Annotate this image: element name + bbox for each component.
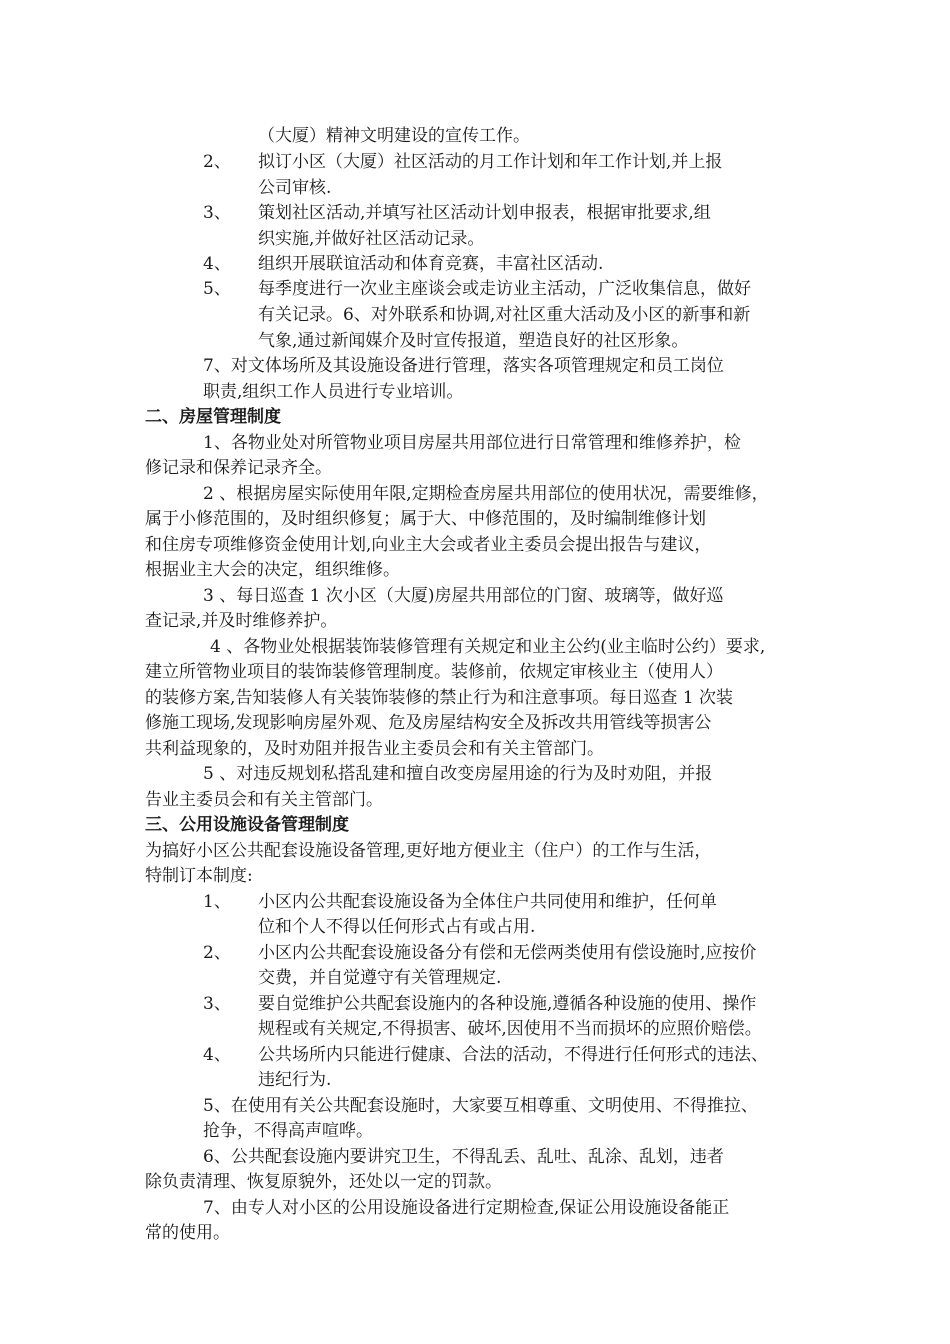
paragraph-line: 为搞好小区公共配套设施设备管理,更好地方便业主（住户）的工作与生活， [145, 841, 712, 861]
list-item-line: 小区内公共配套设施设备为全体住户共同使用和维护，任何单 [258, 892, 717, 912]
list-item-line: 位和个人不得以任何形式占有或占用. [258, 917, 536, 937]
list-item-line: 组织开展联谊活动和体育竞赛，丰富社区活动. [258, 254, 604, 274]
list-item-line: 织实施,并做好社区活动记录。 [258, 229, 485, 249]
list-item-line: 小区内公共配套设施设备分有偿和无偿两类使用有偿设施时,应按价 [258, 943, 757, 963]
list-item-line: 公共场所内只能进行健康、合法的活动，不得进行任何形式的违法、 [258, 1045, 768, 1065]
paragraph-line: 的装修方案,告知装修人有关装饰装修的禁止行为和注意事项。每日巡查 1 次装 [145, 688, 734, 708]
paragraph-line: 5 、对违反规划私搭乱建和擅自改变房屋用途的行为及时劝阻，并报 [203, 764, 713, 784]
paragraph-line: 5、在使用有关公共配套设施时，大家要互相尊重、文明使用、不得推拉、 [203, 1096, 758, 1116]
list-item-number: 3、 [203, 994, 231, 1014]
paragraph-line: 职责,组织工作人员进行专业培训。 [203, 382, 464, 402]
list-item-number: 2、 [203, 943, 231, 963]
paragraph-line: 和住房专项维修资金使用计划,向业主大会或者业主委员会提出报告与建议， [145, 535, 712, 555]
paragraph-line: 3 、每日巡查 1 次小区（大厦)房屋共用部位的门窗、玻璃等，做好巡 [203, 586, 724, 606]
list-item-line: 每季度进行一次业主座谈会或走访业主活动，广泛收集信息，做好 [258, 279, 751, 299]
paragraph-line: 抢争，不得高声喧哗。 [203, 1121, 373, 1141]
paragraph-line: 根据业主大会的决定，组织维修。 [145, 560, 400, 580]
list-item-line: 规程或有关规定,不得损害、破坏,因使用不当而损坏的应照价赔偿。 [258, 1019, 762, 1039]
paragraph-line: 7、对文体场所及其设施设备进行管理，落实各项管理规定和员工岗位 [203, 356, 724, 376]
paragraph-line: 属于小修范围的，及时组织修复；属于大、中修范围的，及时编制维修计划 [145, 509, 706, 529]
list-item-line: 要自觉维护公共配套设施内的各种设施,遵循各种设施的使用、操作 [258, 994, 757, 1014]
paragraph-line: 建立所管物业项目的装饰装修管理制度。装修前，依规定审核业主（使用人） [145, 662, 723, 682]
section-heading-housing: 二、房屋管理制度 [145, 407, 281, 427]
paragraph-line: （大厦）精神文明建设的宣传工作。 [258, 126, 530, 146]
section-heading-facilities: 三、公用设施设备管理制度 [145, 815, 349, 835]
list-item-number: 4、 [203, 1045, 231, 1065]
list-item-line: 拟订小区（大厦）社区活动的月工作计划和年工作计划,并上报 [258, 152, 723, 172]
list-item-number: 2、 [203, 152, 231, 172]
paragraph-line: 7、由专人对小区的公用设施设备进行定期检查,保证公用设施设备能正 [203, 1198, 730, 1218]
paragraph-line: 2 、根据房屋实际使用年限,定期检查房屋共用部位的使用状况，需要维修， [203, 484, 769, 504]
paragraph-line: 修施工现场,发现影响房屋外观、危及房屋结构安全及拆改共用管线等损害公 [145, 713, 712, 733]
paragraph-line: 1、各物业处对所管物业项目房屋共用部位进行日常管理和维修养护，检 [203, 433, 741, 453]
paragraph-line: 6、公共配套设施内要讲究卫生，不得乱丢、乱吐、乱涂、乱划，违者 [203, 1147, 724, 1167]
paragraph-line: 修记录和保养记录齐全。 [145, 458, 332, 478]
paragraph-line: 特制订本制度: [145, 866, 253, 886]
paragraph-line: 常的使用。 [145, 1223, 230, 1243]
paragraph-line: 共利益现象的，及时劝阻并报告业主委员会和有关主管部门。 [145, 739, 604, 759]
list-item-number: 1、 [203, 892, 231, 912]
list-item-number: 3、 [203, 203, 231, 223]
list-item-line: 交费，并自觉遵守有关管理规定. [258, 968, 502, 988]
paragraph-line: 告业主委员会和有关主管部门。 [145, 790, 383, 810]
paragraph-line: 除负责清理、恢复原貌外，还处以一定的罚款。 [145, 1172, 502, 1192]
list-item-number: 4、 [203, 254, 231, 274]
list-item-line: 策划社区活动,并填写社区活动计划申报表，根据审批要求,组 [258, 203, 711, 223]
list-item-line: 违纪行为. [258, 1070, 332, 1090]
paragraph-line: 查记录,并及时维修养护。 [145, 611, 338, 631]
list-item-line: 有关记录。6、对外联系和协调,对社区重大活动及小区的新事和新 [258, 305, 751, 325]
list-item-line: 公司审核. [258, 178, 332, 198]
paragraph-line: 4 、各物业处根据装饰装修管理有关规定和业主公约(业主临时公约）要求, [210, 637, 766, 657]
list-item-number: 5、 [203, 279, 231, 299]
list-item-line: 气象,通过新闻媒介及时宣传报道，塑造良好的社区形象。 [258, 331, 689, 351]
